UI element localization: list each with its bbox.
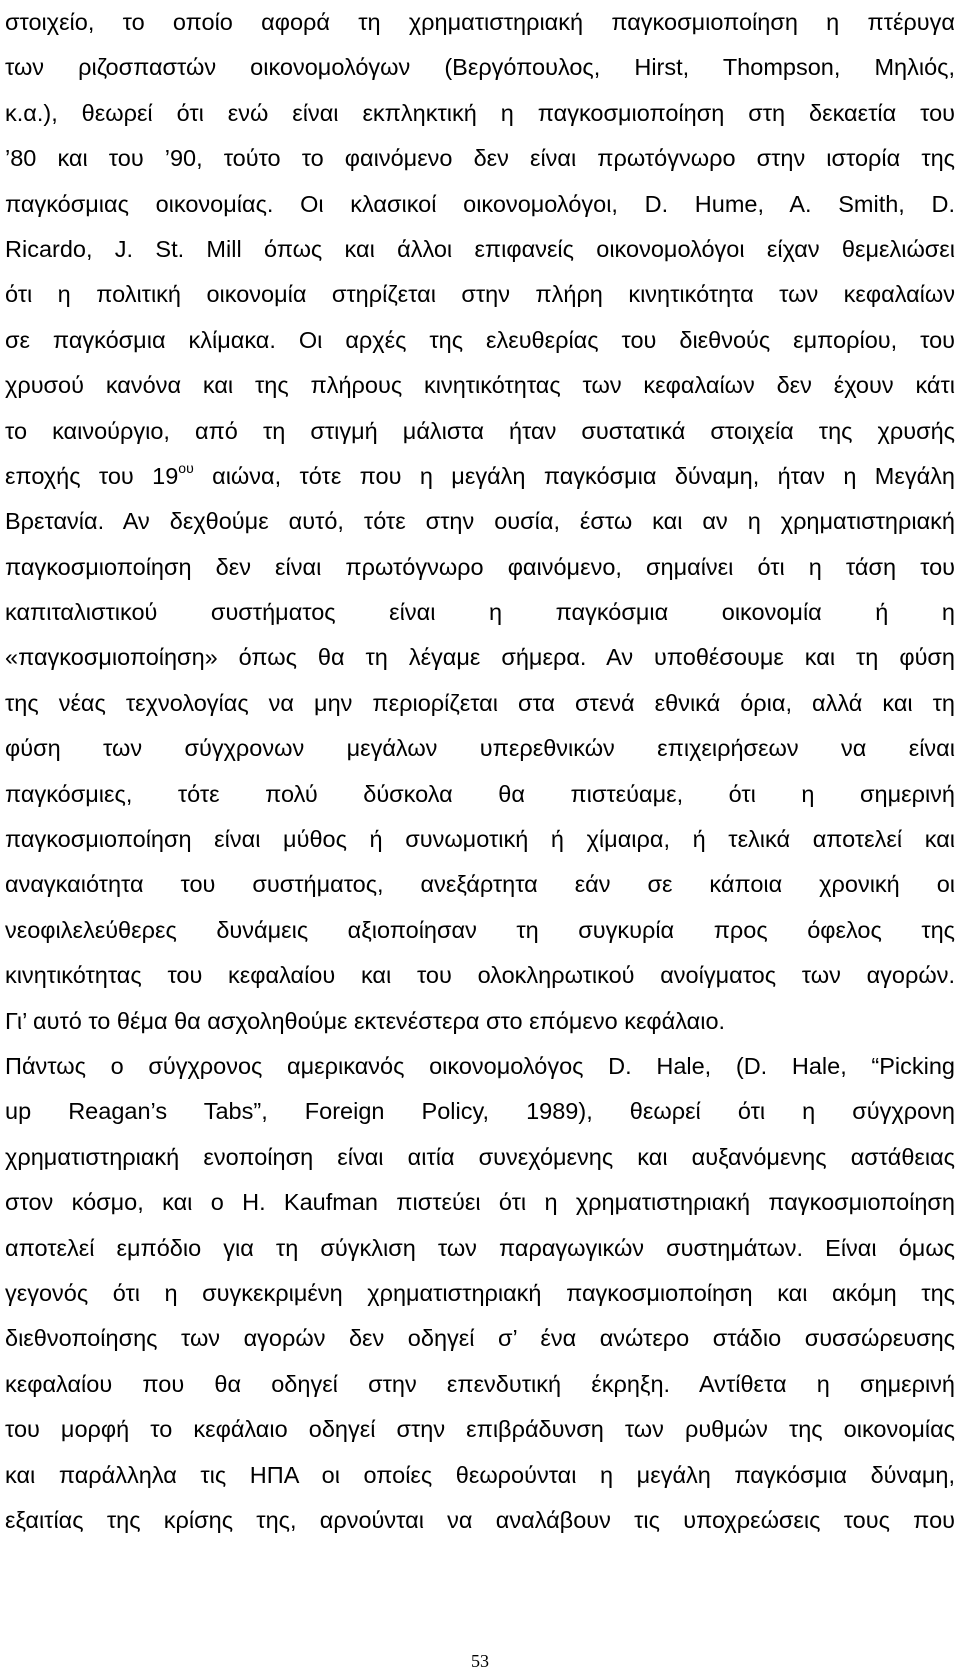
text-line: παγκοσμιοποίηση είναι μύθος ή συνωμοτική ή χίμαιρα, ή τελικά αποτελεί και — [5, 826, 955, 853]
text-line: καπιταλιστικού συστήματος είναι η παγκόσμια οικονομία ή η — [5, 599, 955, 626]
text-line: κεφαλαίου που θα οδηγεί στην επενδυτική έκρηξη. Αντίθετα η σημερινή — [5, 1370, 955, 1397]
page-number: 53 — [471, 1651, 489, 1671]
text-line: και παράλληλα τις ΗΠΑ οι οποίες θεωρούνται η μεγάλη παγκόσμια δύναμη, — [5, 1461, 955, 1488]
text-line: φύση των σύγχρονων μεγάλων υπερεθνικών επιχειρήσεων να είναι — [5, 735, 955, 762]
text-line: σε παγκόσμια κλίμακα. Οι αρχές της ελευθερίας του διεθνούς εμπορίου, του — [5, 326, 955, 353]
text-line: το καινούργιο, από τη στιγμή μάλιστα ήταν συστατικά στοιχεία της χρυσής — [5, 417, 955, 444]
text-line: κινητικότητας του κεφαλαίου και του ολοκληρωτικού ανοίγματος των αγορών. — [5, 962, 955, 989]
text-line: των ριζοσπαστών οικονομολόγων (Βεργόπουλος, Hirst, Thompson, Μηλιός, — [5, 54, 955, 81]
text-line — [5, 454, 955, 499]
text-line: up Reagan’s Tabs”, Foreign Policy, 1989), θεωρεί ότι η σύγχρονη — [5, 1098, 955, 1125]
text-segment: αιώνα, τότε που η μεγάλη παγκόσμια δύναμη, ήταν η Μεγάλη — [193, 462, 955, 489]
text-line: Γι’ αυτό το θέμα θα ασχοληθούμε εκτενέστερα στο επόμενο κεφάλαιο. — [5, 1007, 726, 1034]
text-line: στον κόσμο, και ο H. Kaufman πιστεύει ότι η χρηματιστηριακή παγκοσμιοποίηση — [5, 1189, 955, 1216]
text-segment: εποχής του 19 — [5, 462, 179, 489]
text-line: γεγονός ότι η συγκεκριμένη χρηματιστηριακή παγκοσμιοποίηση και ακόμη της — [5, 1279, 955, 1306]
text-line: χρυσού κανόνα και της πλήρους κινητικότητας των κεφαλαίων δεν έχουν κάτι — [5, 372, 955, 399]
text-line: στοιχείο, το οποίο αφορά τη χρηματιστηριακή παγκοσμιοποίηση η πτέρυγα — [5, 9, 955, 35]
text-line: Ricardo, J. St. Mill όπως και άλλοι επιφανείς οικονομολόγοι είχαν θεμελιώσει — [5, 235, 955, 262]
text-line: του μορφή το κεφάλαιο οδηγεί στην επιβράδυνση των ρυθμών της οικονομίας — [5, 1416, 955, 1443]
text-line: παγκοσμιοποίηση δεν είναι πρωτόγνωρο φαινόμενο, σημαίνει ότι η τάση του — [5, 553, 955, 580]
text-line: παγκόσμιες, τότε πολύ δύσκολα θα πιστεύαμε, ότι η σημερινή — [5, 780, 955, 807]
text-line: Πάντως ο σύγχρονος αμερικανός οικονομολόγος D. Hale, (D. Hale, “Picking — [5, 1052, 955, 1079]
text-line: της νέας τεχνολογίας να μην περιορίζεται στα στενά εθνικά όρια, αλλά και τη — [5, 689, 955, 716]
text-line: διεθνοποίησης των αγορών δεν οδηγεί σ’ ένα ανώτερο στάδιο συσσώρευσης — [5, 1325, 955, 1352]
text-line: εξαιτίας της κρίσης της, αρνούνται να αναλάβουν τις υποχρεώσεις τους που — [5, 1506, 955, 1533]
text-line: χρηματιστηριακή ενοποίηση είναι αιτία συνεχόμενης και αυξανόμενης αστάθειας — [5, 1143, 955, 1170]
text-line: αναγκαιότητα του συστήματος, ανεξάρτητα εάν σε κάποια χρονική οι — [5, 871, 955, 898]
text-line: «παγκοσμιοποίηση» όπως θα τη λέγαμε σήμερα. Αν υποθέσουμε και τη φύση — [5, 644, 955, 671]
text-line: ότι η πολιτική οικονομία στηρίζεται στην πλήρη κινητικότητα των κεφαλαίων — [5, 281, 955, 308]
text-line: κ.α.), θεωρεί ότι ενώ είναι εκπληκτική η παγκοσμιοποίηση στη δεκαετία του — [5, 99, 955, 126]
text-line: αποτελεί εμπόδιο για τη σύγκλιση των παραγωγικών συστημάτων. Είναι όμως — [5, 1234, 955, 1261]
text-line: νεοφιλελεύθερες δυνάμεις αξιοποίησαν τη συγκυρία προς όφελος της — [5, 916, 955, 943]
text-line: παγκόσμιας οικονομίας. Οι κλασικοί οικονομολόγοι, D. Hume, A. Smith, D. — [5, 190, 955, 217]
superscript-ordinal: ου — [178, 459, 194, 476]
body-text — [5, 0, 955, 1543]
text-line: ’80 και του ’90, τούτο το φαινόμενο δεν είναι πρωτόγνωρο στην ιστορία της — [5, 145, 955, 172]
text-line: Βρετανία. Αν δεχθούμε αυτό, τότε στην ουσία, έστω και αν η χρηματιστηριακή — [5, 508, 955, 535]
